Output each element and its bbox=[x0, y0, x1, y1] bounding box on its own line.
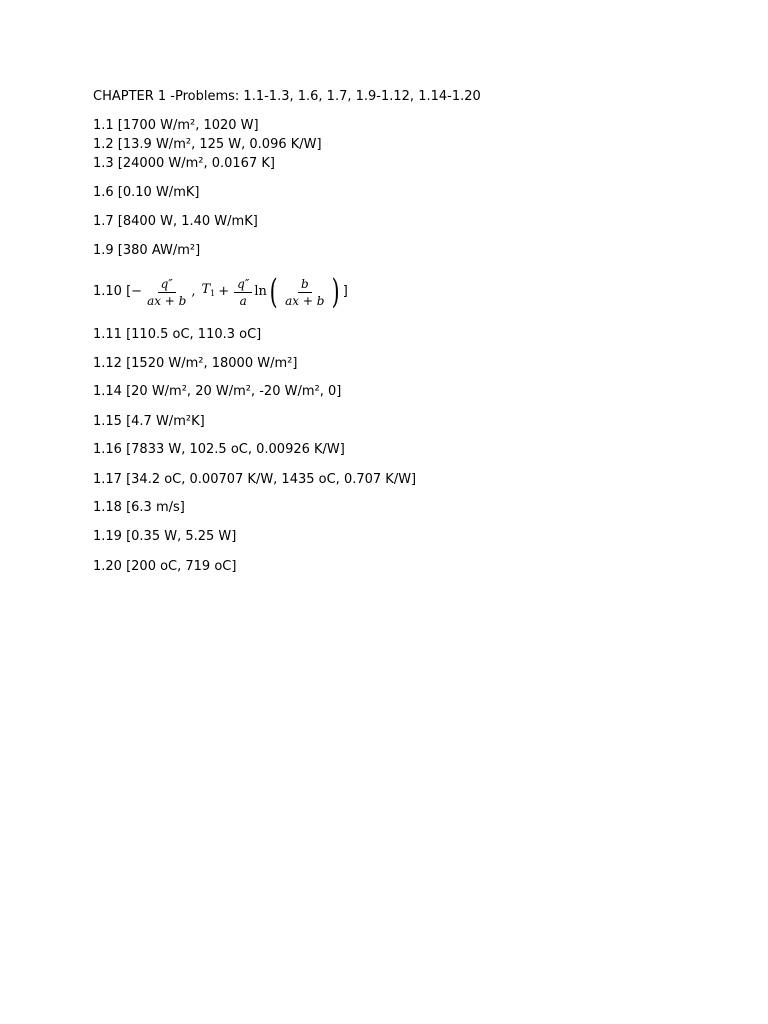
answer-1-17: 1.17 [34.2 oC, 0.00707 K/W, 1435 oC, 0.707 K/W] bbox=[93, 472, 417, 487]
fraction-numerator: q″ bbox=[234, 277, 252, 293]
fraction-denominator: a bbox=[239, 293, 247, 308]
answer-1-2: 1.2 [13.9 W/m², 125 W, 0.096 K/W] bbox=[93, 137, 322, 152]
ln-function: ln bbox=[254, 284, 267, 299]
fraction-numerator: b bbox=[298, 277, 312, 293]
answer-1-12: 1.12 [1520 W/m², 18000 W/m²] bbox=[93, 356, 298, 371]
t-subscript: 1 bbox=[210, 289, 216, 298]
answer-1-20: 1.20 [200 oC, 719 oC] bbox=[93, 559, 237, 574]
chapter-heading: CHAPTER 1 -Problems: 1.1-1.3, 1.6, 1.7, 1.9-1.12, 1.14-1.20 bbox=[93, 89, 481, 104]
comma: , bbox=[191, 284, 196, 299]
t-symbol: T bbox=[201, 282, 211, 297]
answer-1-9: 1.9 [380 AW/m²] bbox=[93, 243, 201, 258]
answer-1-10-prefix: 1.10 [ bbox=[93, 284, 132, 299]
answer-1-18: 1.18 [6.3 m/s] bbox=[93, 500, 185, 515]
plus-sign: + bbox=[218, 284, 230, 299]
answer-1-10 bbox=[93, 272, 348, 312]
fraction-denominator: ax + b bbox=[285, 293, 325, 308]
fraction-denominator: ax + b bbox=[147, 293, 187, 308]
answer-1-3: 1.3 [24000 W/m², 0.0167 K] bbox=[93, 156, 275, 171]
fraction-q-over-axb bbox=[144, 277, 189, 308]
fraction-numerator: q″ bbox=[158, 277, 176, 293]
answer-1-14: 1.14 [20 W/m², 20 W/m², -20 W/m², 0] bbox=[93, 384, 342, 399]
answer-1-6: 1.6 [0.10 W/mK] bbox=[93, 185, 200, 200]
answer-1-10-suffix: ] bbox=[342, 284, 348, 299]
t-one bbox=[202, 282, 216, 302]
answer-1-11: 1.11 [110.5 oC, 110.3 oC] bbox=[93, 327, 262, 342]
answer-1-19: 1.19 [0.35 W, 5.25 W] bbox=[93, 529, 237, 544]
right-paren: ) bbox=[332, 272, 341, 312]
minus-sign: − bbox=[131, 284, 143, 299]
answer-1-16: 1.16 [7833 W, 102.5 oC, 0.00926 K/W] bbox=[93, 442, 345, 457]
answer-1-15: 1.15 [4.7 W/m²K] bbox=[93, 414, 205, 429]
left-paren: ( bbox=[269, 272, 278, 312]
fraction-b-over-axb bbox=[282, 277, 327, 308]
fraction-q-over-a bbox=[234, 277, 252, 308]
answer-1-7: 1.7 [8400 W, 1.40 W/mK] bbox=[93, 214, 258, 229]
answer-1-1: 1.1 [1700 W/m², 1020 W] bbox=[93, 118, 259, 133]
